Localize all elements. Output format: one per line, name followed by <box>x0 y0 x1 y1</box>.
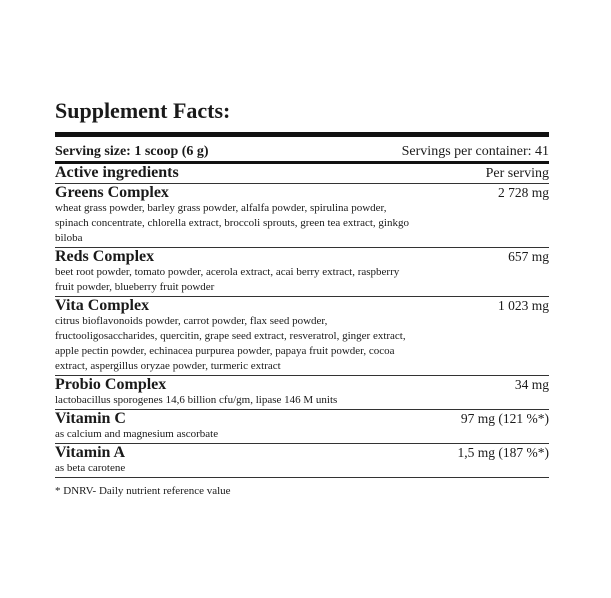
ingredient-amount: 657 mg <box>508 249 549 264</box>
ingredient-amount: 34 mg <box>514 377 549 392</box>
header-per-serving: Per serving <box>485 166 549 181</box>
footnote: * DNRV- Daily nutrient reference value <box>55 485 231 497</box>
serving-info <box>55 137 549 159</box>
ingredient-amount: 2 728 mg <box>497 185 549 200</box>
ingredient-description: wheat grass powder, barley grass powder, alfalfa powder, spirulina powder, spinach concentrate, chlorella extract, broccoli sprouts, green tea extract, ginkgo biloba <box>55 202 409 244</box>
ingredient-name: Reds Complex <box>55 248 155 265</box>
ingredient-description: lactobacillus sporogenes 14,6 billion cfu/gm, lipase 146 M units <box>55 394 338 406</box>
table-row <box>55 410 549 443</box>
servings-per-container: Servings per container: 41 <box>401 144 549 159</box>
ingredient-description: as beta carotene <box>55 462 126 474</box>
header-active-ingredients: Active ingredients <box>55 164 179 181</box>
page-title: Supplement Facts: <box>55 98 231 123</box>
table-row <box>55 297 549 375</box>
ingredient-name: Vitamin C <box>55 410 126 427</box>
table-row <box>55 376 549 409</box>
ingredient-name: Vita Complex <box>55 297 150 314</box>
ingredient-description: as calcium and magnesium ascorbate <box>55 428 219 440</box>
ingredient-name: Vitamin A <box>55 444 126 461</box>
ingredient-name: Probio Complex <box>55 376 167 393</box>
serving-size: Serving size: 1 scoop (6 g) <box>55 144 209 159</box>
ingredient-amount: 1 023 mg <box>497 298 549 313</box>
table-row <box>55 184 549 247</box>
ingredient-amount: 1,5 mg (187 %*) <box>457 445 549 460</box>
ingredient-amount: 97 mg (121 %*) <box>460 411 549 426</box>
ingredient-description: citrus bioflavonoids powder, carrot powder, flax seed powder, fructooligosaccharides, quercitin, grape seed extract, resveratrol, ginger extract, apple pectin powder, echinacea purpurea powder, papaya fruit powder, cocoa extract, aspergillus oryzae powder, turmeric extract <box>55 315 406 372</box>
supplement-facts-label <box>55 98 549 499</box>
table-row <box>55 248 549 296</box>
table-header <box>55 164 549 183</box>
table-row <box>55 444 549 477</box>
ingredient-name: Greens Complex <box>55 184 169 201</box>
ingredient-description: beet root powder, tomato powder, acerola extract, acai berry extract, raspberry fruit powder, blueberry fruit powder <box>55 266 400 293</box>
